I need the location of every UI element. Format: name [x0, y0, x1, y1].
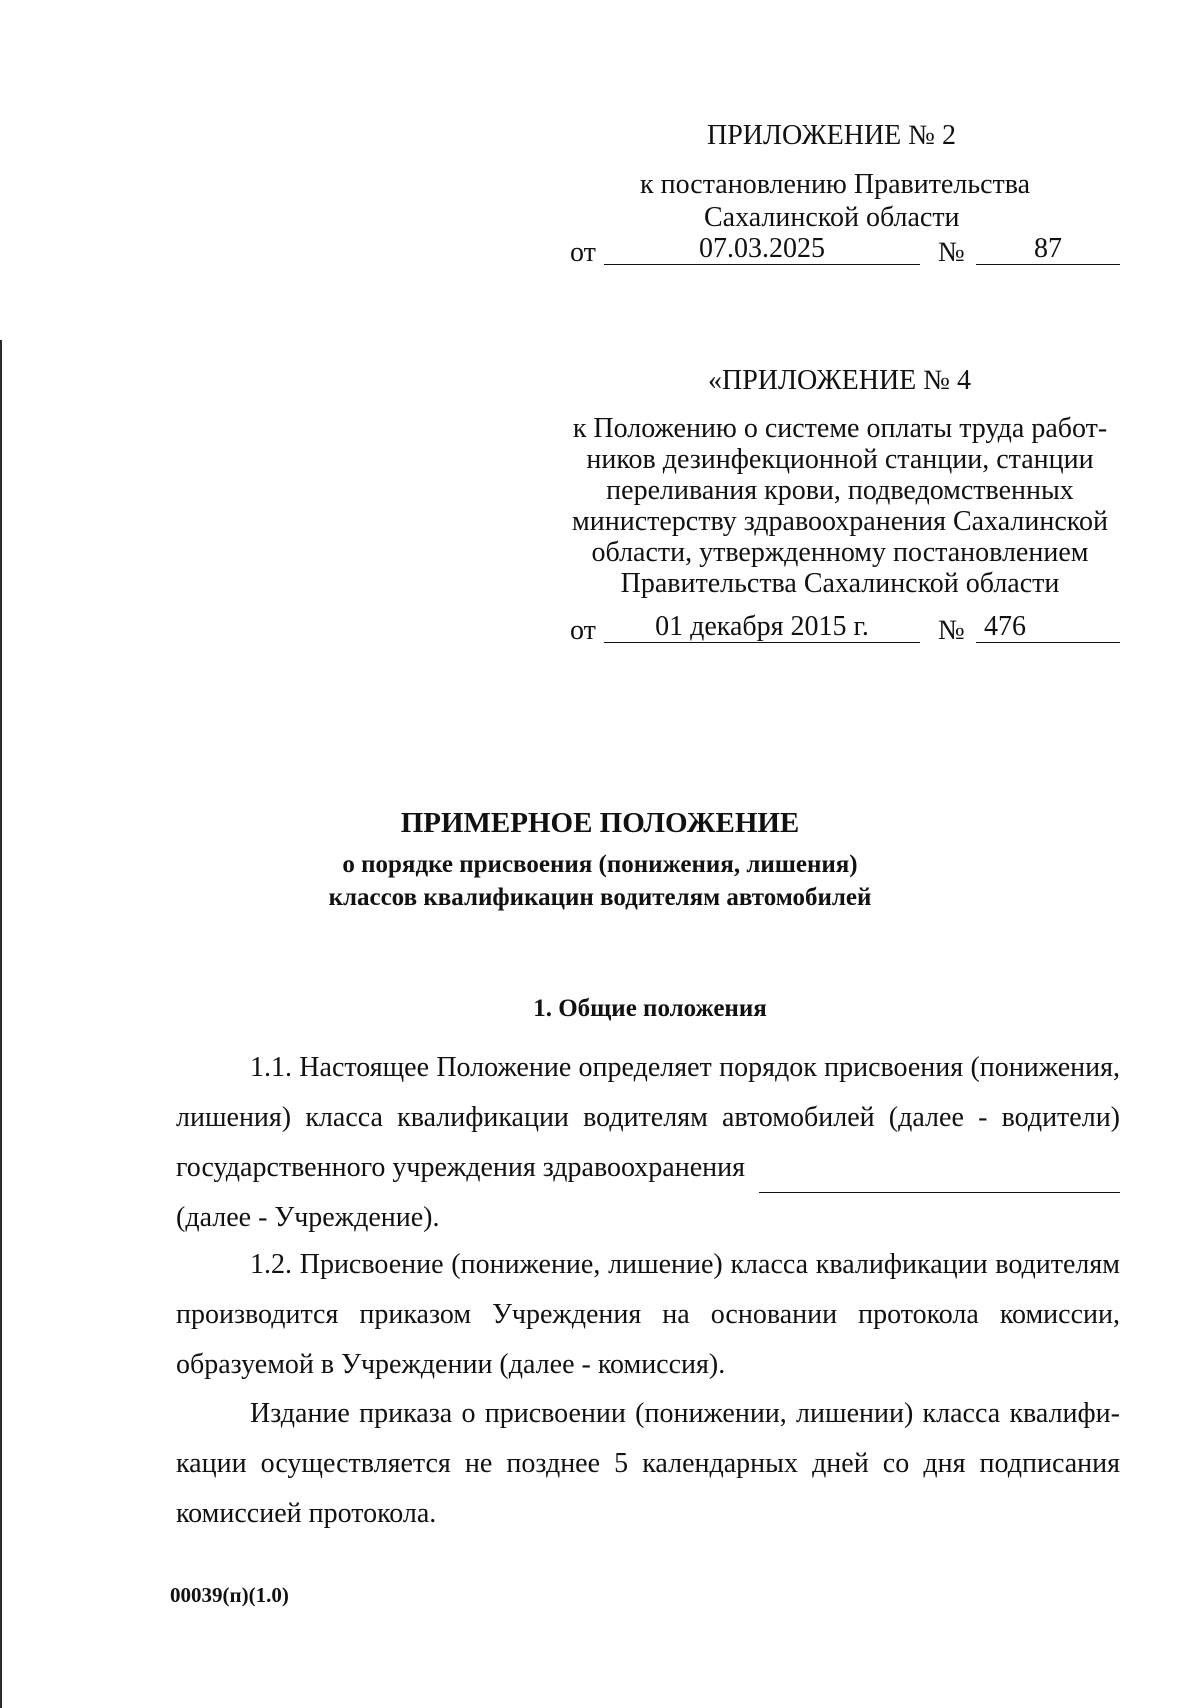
appendix4-description: [560, 413, 1120, 599]
paragraph-1-1-line1: 1.1. Настоящее Положение определяет порядок присвоения (понижения,: [250, 1052, 1120, 1083]
appendix4-line-6: Правительства Сахалинской области: [620, 568, 1060, 599]
section-heading: 1. Общие положения: [533, 995, 767, 1022]
paragraph-1-2-cont-line1: Издание приказа о присвоении (понижении, лишении) класса квалифи-: [250, 1398, 1120, 1429]
document-subtitle-line2: классов квалификацин водителям автомобилей: [328, 884, 872, 911]
appendix4-line-5: области, утвержденному постановлением: [591, 537, 1089, 568]
appendix4-line-2: ников дезинфекционной станции, станции: [586, 444, 1094, 475]
document-subtitle-line1: о порядке присвоения (понижения, лишения): [342, 851, 858, 878]
document-code: 00039(п)(1.0): [170, 1583, 289, 1607]
appendix4-line-4: министерству здравоохранения Сахалинской: [572, 506, 1108, 537]
paragraph-1-2: [176, 1240, 1120, 1390]
appendix4-line-1: к Положению о системе оплаты труда работ-: [572, 413, 1108, 444]
paragraph-1-1-line3: [176, 1143, 1120, 1193]
paragraph-1-2-cont-line3: комиссией протокола.: [176, 1498, 437, 1529]
paragraph-1-2-cont-line2: кации осуществляется не позднее 5 календарных дней со дня подписания: [176, 1448, 1120, 1479]
appendix2-no-label: №: [938, 237, 965, 268]
appendix2-to-line1: к постановлению Правительства: [640, 169, 1031, 200]
paragraph-1-2-line1: 1.2. Присвоение (понижение, лишение) класса квалификации водителям: [250, 1249, 1120, 1280]
paragraph-1-2-cont: [176, 1389, 1120, 1539]
scan-edge-line: [0, 340, 2, 1708]
paragraph-1-2-line3: образуемой в Учреждении (далее - комиссия).: [176, 1349, 726, 1380]
appendix4-date: 01 декабря 2015 г.: [604, 612, 920, 643]
appendix4-line-3: переливания крови, подведомственных: [606, 475, 1074, 506]
paragraph-1-1-line4: (далее - Учреждение).: [176, 1202, 440, 1233]
appendix2-to-line2: Сахалинской области: [704, 202, 960, 233]
institution-name-blank: [759, 1154, 1120, 1193]
appendix4-no-label: №: [938, 615, 965, 646]
appendix2-from-label: от: [570, 237, 596, 268]
appendix2-date: 07.03.2025: [604, 234, 920, 265]
appendix4-heading: «ПРИЛОЖЕНИЕ № 4: [708, 365, 971, 396]
paragraph-1-2-line2: производится приказом Учреждения на основании протокола комиссии,: [176, 1299, 1120, 1330]
appendix4-number: 476: [976, 612, 1120, 643]
appendix2-number: 87: [976, 234, 1120, 265]
paragraph-1-1-line3-text: государственного учреждения здравоохранения: [176, 1152, 745, 1183]
appendix4-from-label: от: [570, 615, 596, 646]
document-title: ПРИМЕРНОЕ ПОЛОЖЕНИЕ: [400, 807, 800, 839]
paragraph-1-1: [176, 1043, 1120, 1243]
paragraph-1-1-line2: лишения) класса квалификации водителям автомобилей (далее - водители): [176, 1102, 1120, 1133]
appendix2-heading: ПРИЛОЖЕНИЕ № 2: [707, 120, 956, 151]
